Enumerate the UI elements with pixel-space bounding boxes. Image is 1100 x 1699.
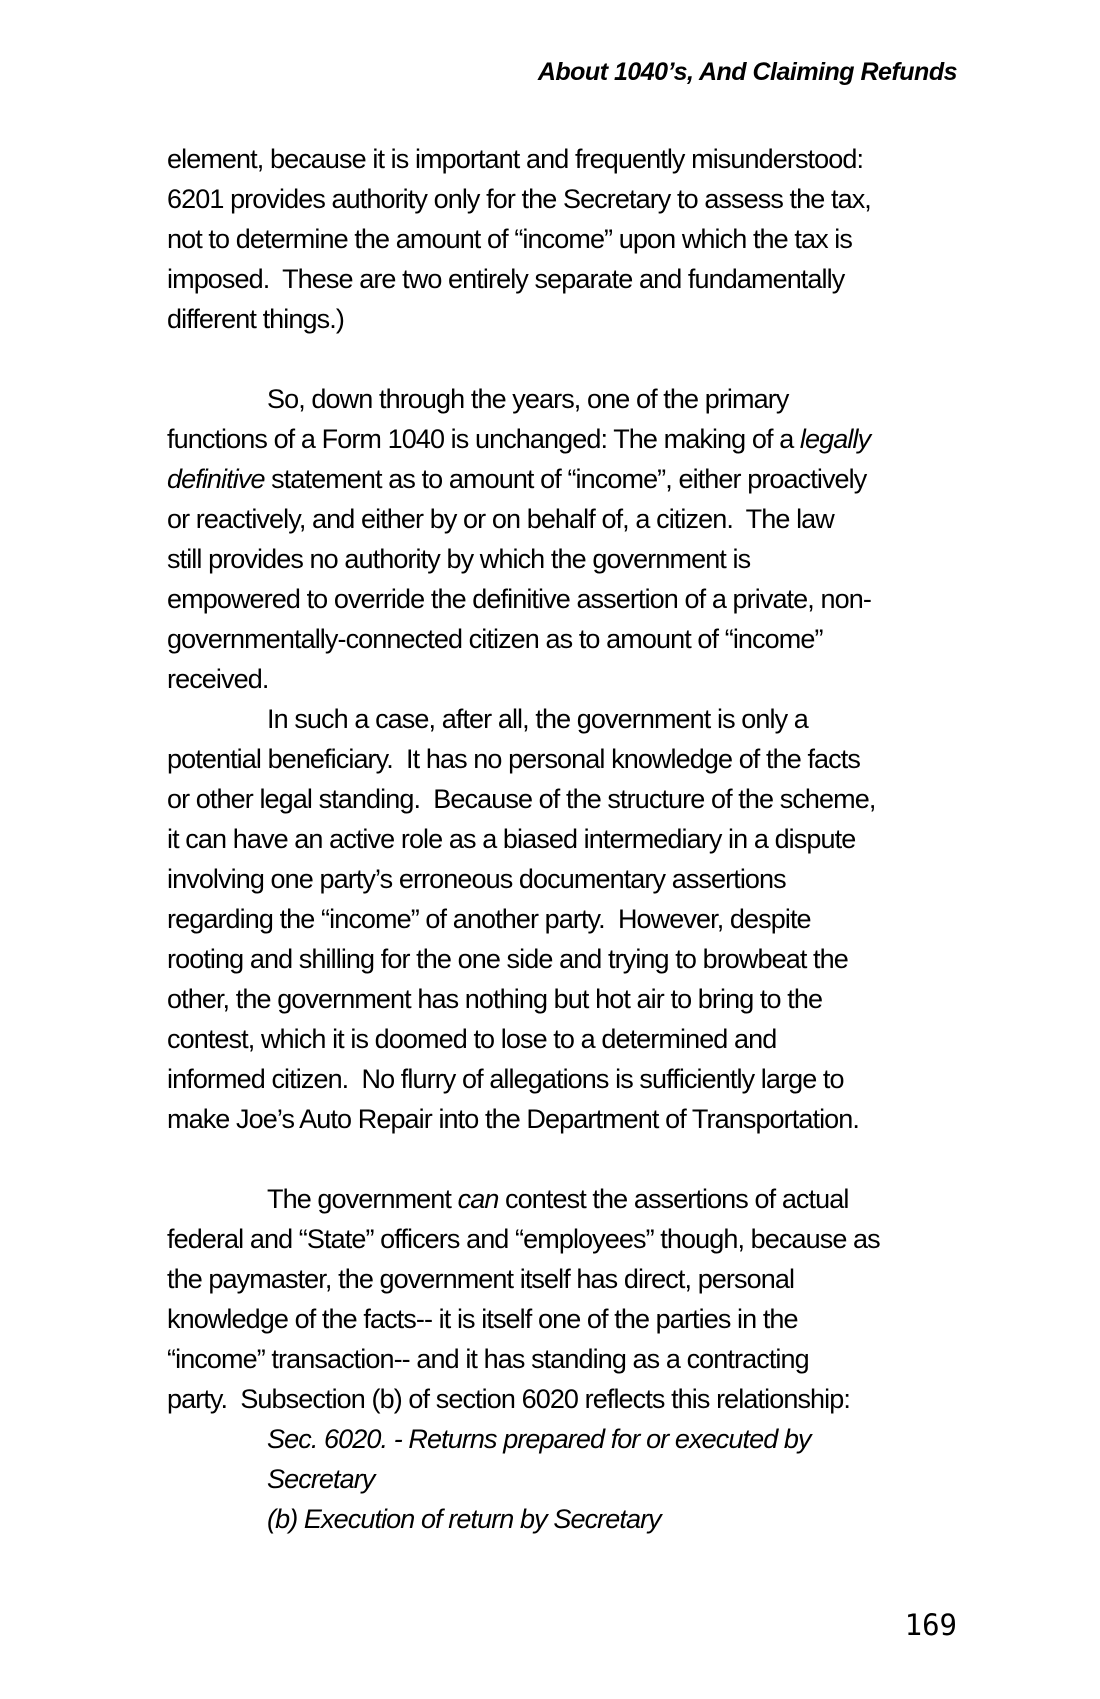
text-segment: statement as to amount of “income”, either proactively xyxy=(264,464,867,494)
text-segment: or reactively, and either by or on behalf of, a citizen. The law xyxy=(167,504,834,534)
text-segment: federal and “State” officers and “employees” though, because as xyxy=(167,1224,880,1254)
text-line xyxy=(167,779,987,819)
para-continuation xyxy=(167,139,987,339)
text-segment: potential beneficiary. It has no personal knowledge of the facts xyxy=(167,744,860,774)
text-line xyxy=(167,1379,987,1419)
text-line xyxy=(167,179,987,219)
text-line xyxy=(167,819,987,859)
text-line xyxy=(167,1339,987,1379)
running-header: About 1040’s, And Claiming Refunds xyxy=(537,58,957,86)
italic-text-segment: can xyxy=(457,1184,499,1214)
text-line xyxy=(167,619,987,659)
text-segment: element, because it is important and frequently misunderstood: xyxy=(167,144,864,174)
text-segment: other, the government has nothing but hot air to bring to the xyxy=(167,984,823,1014)
page-number: 169 xyxy=(904,1608,957,1642)
text-line xyxy=(167,939,987,979)
text-line xyxy=(167,1259,987,1299)
text-line xyxy=(167,1219,987,1259)
text-segment: different things.) xyxy=(167,304,344,334)
text-segment: the paymaster, the government itself has direct, personal xyxy=(167,1264,795,1294)
italic-text-segment: (b) Execution of return by Secretary xyxy=(267,1504,661,1534)
text-segment: contest, which it is doomed to lose to a determined and xyxy=(167,1024,777,1054)
text-segment: In such a case, after all, the government is only a xyxy=(267,704,808,734)
text-line xyxy=(167,379,987,419)
text-segment: governmentally-connected citizen as to amount of “income” xyxy=(167,624,823,654)
text-line xyxy=(167,1459,987,1499)
text-segment: or other legal standing. Because of the structure of the scheme, xyxy=(167,784,876,814)
text-segment: contest the assertions of actual xyxy=(498,1184,849,1214)
quote-sec-6020 xyxy=(167,1419,987,1539)
text-line xyxy=(167,1419,987,1459)
text-line xyxy=(167,499,987,539)
text-line xyxy=(167,219,987,259)
text-line xyxy=(167,299,987,339)
para-so-down-through-the-years xyxy=(167,379,987,699)
text-segment: party. Subsection (b) of section 6020 reflects this relationship: xyxy=(167,1384,850,1414)
text-line xyxy=(167,1299,987,1339)
text-line xyxy=(167,259,987,299)
italic-text-segment: Secretary xyxy=(267,1464,375,1494)
text-line xyxy=(167,739,987,779)
text-line xyxy=(167,859,987,899)
text-segment: still provides no authority by which the government is xyxy=(167,544,751,574)
italic-text-segment: legally xyxy=(799,424,871,454)
text-segment: empowered to override the definitive assertion of a private, non- xyxy=(167,584,871,614)
text-segment: The government xyxy=(267,1184,458,1214)
text-segment: 6201 provides authority only for the Secretary to assess the tax, xyxy=(167,184,871,214)
text-line xyxy=(167,419,987,459)
text-segment: it can have an active role as a biased intermediary in a dispute xyxy=(167,824,856,854)
para-the-government-can-contest xyxy=(167,1179,987,1419)
text-segment: involving one party’s erroneous documentary assertions xyxy=(167,864,786,894)
italic-text-segment: definitive xyxy=(167,464,265,494)
text-segment: regarding the “income” of another party. However, despite xyxy=(167,904,811,934)
text-line xyxy=(167,1499,987,1539)
text-segment: rooting and shilling for the one side and trying to browbeat the xyxy=(167,944,848,974)
text-segment: knowledge of the facts-- it is itself one of the parties in the xyxy=(167,1304,798,1334)
text-line xyxy=(167,1179,987,1219)
page-body-text xyxy=(167,139,987,1539)
text-line xyxy=(167,1059,987,1099)
text-segment: imposed. These are two entirely separate and fundamentally xyxy=(167,264,845,294)
text-line xyxy=(167,979,987,1019)
text-segment: functions of a Form 1040 is unchanged: The making of a xyxy=(167,424,800,454)
text-line xyxy=(167,539,987,579)
text-line xyxy=(167,579,987,619)
text-segment: received. xyxy=(167,664,269,694)
text-line xyxy=(167,899,987,939)
text-segment: informed citizen. No flurry of allegations is sufficiently large to xyxy=(167,1064,844,1094)
text-line xyxy=(167,699,987,739)
text-line xyxy=(167,659,987,699)
text-line xyxy=(167,139,987,179)
italic-text-segment: Sec. 6020. - Returns prepared for or executed by xyxy=(267,1424,811,1454)
text-segment: “income” transaction-- and it has standing as a contracting xyxy=(167,1344,809,1374)
text-segment: make Joe’s Auto Repair into the Department of Transportation. xyxy=(167,1104,860,1134)
text-line xyxy=(167,459,987,499)
text-line xyxy=(167,1019,987,1059)
text-segment: not to determine the amount of “income” upon which the tax is xyxy=(167,224,853,254)
para-in-such-a-case xyxy=(167,699,987,1139)
text-segment: So, down through the years, one of the primary xyxy=(267,384,789,414)
text-line xyxy=(167,1099,987,1139)
